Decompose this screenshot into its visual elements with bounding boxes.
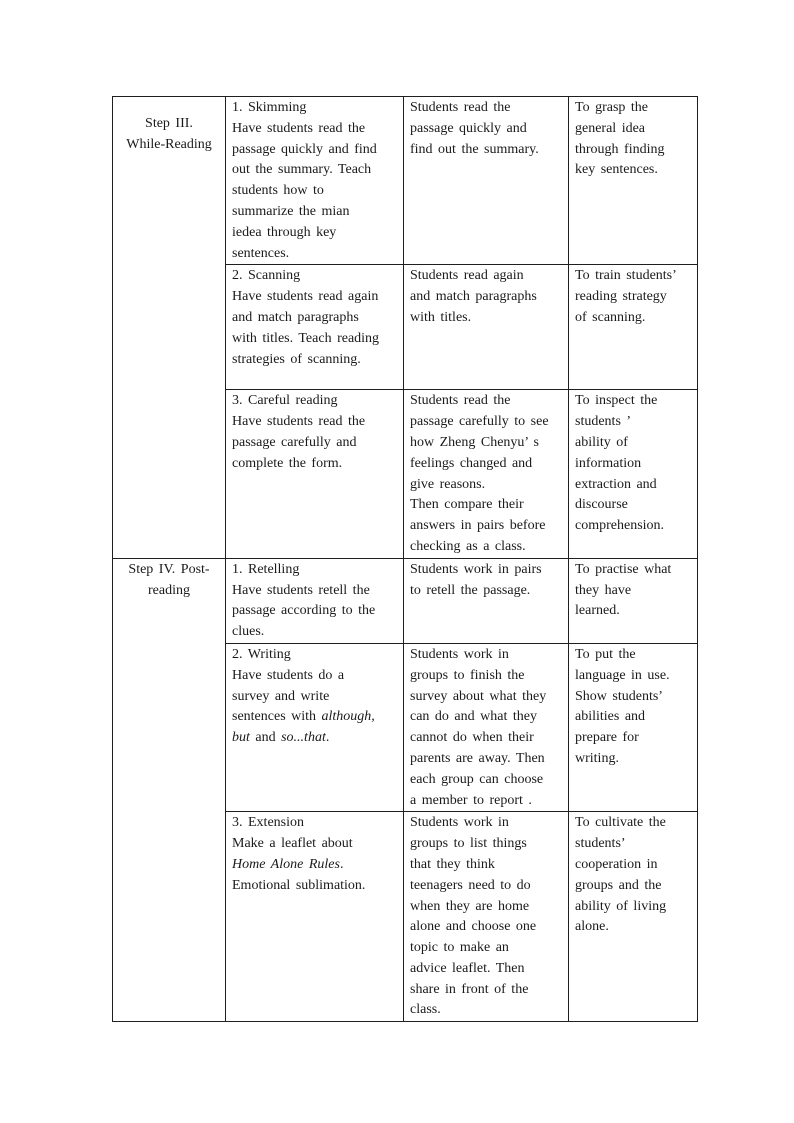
purpose-text: To grasp the <box>575 100 649 115</box>
student-text: passage quickly and <box>410 120 527 136</box>
activity-title: 1. Skimming <box>232 100 307 115</box>
activity-text: Have students read the <box>232 414 366 430</box>
student-text: alone and choose one <box>410 919 537 935</box>
student-text: Students work in <box>410 646 509 662</box>
purpose-text: reading strategy <box>575 289 667 305</box>
activity-text: passage quickly and find <box>232 141 377 157</box>
teacher-activity-cell <box>226 97 404 265</box>
purpose-text: through finding <box>575 141 665 157</box>
stage-label: Step III. <box>145 116 193 131</box>
stage-label: reading <box>148 582 190 598</box>
student-text: passage carefully to see <box>410 414 549 430</box>
student-text: Then compare their <box>410 497 524 513</box>
purpose-cell <box>569 643 698 811</box>
purpose-text: students ’ <box>575 414 632 430</box>
purpose-cell <box>569 265 698 390</box>
purpose-text: Show students’ <box>575 688 663 704</box>
student-text: parents are away. Then <box>410 750 545 766</box>
activity-text: with titles. Teach reading <box>232 330 380 346</box>
student-activity-cell <box>404 558 569 643</box>
student-text: that they think <box>410 856 495 872</box>
student-text: Students work in <box>410 815 509 831</box>
activity-text: passage according to the <box>232 603 376 619</box>
activity-text: . <box>339 856 344 872</box>
student-text: each group can choose <box>410 771 544 787</box>
activity-text: survey and write <box>232 688 330 704</box>
student-activity-cell <box>404 812 569 1022</box>
activity-text: passage carefully and <box>232 434 357 450</box>
purpose-text: information <box>575 455 642 471</box>
student-text: advice leaflet. Then <box>410 960 525 976</box>
activity-text: . <box>325 730 330 746</box>
activity-text: students how to <box>232 183 324 199</box>
student-text: when they are home <box>410 898 530 914</box>
purpose-text: To train students’ <box>575 268 677 284</box>
purpose-text: writing. <box>575 750 619 766</box>
activity-text: sentences. <box>232 245 290 261</box>
purpose-cell <box>569 390 698 558</box>
student-text: Students work in pairs <box>410 561 542 577</box>
activity-text: complete the form. <box>232 455 343 471</box>
student-text: answers in pairs before <box>410 518 546 534</box>
activity-title: 3. Extension <box>232 815 304 831</box>
student-text: checking as a class. <box>410 538 526 554</box>
teacher-activity-cell <box>226 390 404 558</box>
teacher-activity-cell <box>226 558 404 643</box>
student-text: Students read again <box>410 268 524 284</box>
table-row-retelling <box>113 558 698 643</box>
activity-text: Make a leaflet about <box>232 836 353 852</box>
stage-cell-while-reading <box>113 97 226 559</box>
student-text: groups to list things <box>410 836 527 852</box>
italic-word: but <box>232 730 250 746</box>
activity-text: Have students read the <box>232 120 366 136</box>
student-text: find out the summary. <box>410 141 539 157</box>
lesson-plan-table <box>112 96 698 1022</box>
stage-label: While-Reading <box>126 136 212 152</box>
student-activity-cell <box>404 643 569 811</box>
purpose-text: To cultivate the <box>575 815 666 831</box>
student-text: a member to report . <box>410 792 532 808</box>
activity-text: Have students read again <box>232 289 379 305</box>
activity-text: iedea through key <box>232 224 337 240</box>
purpose-text: To practise what <box>575 561 672 577</box>
table-row-skimming <box>113 97 698 265</box>
italic-title: Home Alone Rules <box>232 856 340 872</box>
stage-label: Step IV. Post- <box>128 561 210 577</box>
activity-text: summarize the mian <box>232 203 350 219</box>
stage-full-name <box>0 0 1 1</box>
activity-text-with-italics <box>232 707 397 728</box>
student-text: share in front of the <box>410 981 529 997</box>
purpose-cell <box>569 812 698 1022</box>
purpose-text: To put the <box>575 646 636 662</box>
activity-text: Have students retell the <box>232 582 370 598</box>
activity-text: sentences with <box>232 709 317 725</box>
purpose-text: ability of <box>575 434 628 450</box>
activity-title: 2. Writing <box>232 646 291 662</box>
activity-text: Have students do a <box>232 667 345 683</box>
activity-text: strategies of scanning. <box>232 351 361 367</box>
purpose-text: of scanning. <box>575 309 646 325</box>
activity-title: 2. Scanning <box>232 268 301 284</box>
activity-title: 3. Careful reading <box>232 393 338 409</box>
purpose-text: comprehension. <box>575 518 665 534</box>
purpose-text: ability of living <box>575 898 667 914</box>
activity-text: and match paragraphs <box>232 309 359 325</box>
teacher-activity-cell <box>226 643 404 811</box>
student-activity-cell <box>404 265 569 390</box>
purpose-text: learned. <box>575 603 620 619</box>
stage-cell-post-reading <box>113 558 226 1022</box>
stage-full-name <box>0 0 1 1</box>
purpose-cell <box>569 97 698 265</box>
student-text: Students read the <box>410 393 511 409</box>
student-text: survey about what they <box>410 688 547 704</box>
activity-text: clues. <box>232 624 265 640</box>
student-text: to retell the passage. <box>410 582 531 598</box>
student-text: Students read the <box>410 100 511 115</box>
activity-text-with-italics <box>232 855 397 876</box>
purpose-text: they have <box>575 582 632 598</box>
activity-text: Emotional sublimation. <box>232 877 366 893</box>
purpose-cell <box>569 558 698 643</box>
purpose-text: groups and the <box>575 877 662 893</box>
student-text: and match paragraphs <box>410 289 537 305</box>
student-text: with titles. <box>410 309 472 325</box>
purpose-text: language in use. <box>575 667 670 683</box>
italic-word: so...that <box>281 730 326 746</box>
student-text: groups to finish the <box>410 667 525 683</box>
purpose-text: key sentences. <box>575 162 658 178</box>
teacher-activity-cell <box>226 265 404 390</box>
purpose-text: To inspect the <box>575 393 658 409</box>
student-activity-cell <box>404 97 569 265</box>
purpose-text: extraction and <box>575 476 657 492</box>
purpose-text: abilities and <box>575 709 646 725</box>
purpose-text: students’ <box>575 836 626 852</box>
activity-title: 1. Retelling <box>232 561 300 577</box>
student-text: how Zheng Chenyu’ s <box>410 434 539 450</box>
purpose-text: alone. <box>575 919 609 935</box>
student-text: feelings changed and <box>410 455 533 471</box>
activity-text-with-italics <box>232 728 397 749</box>
student-text: give reasons. <box>410 476 486 492</box>
purpose-text: prepare for <box>575 730 639 746</box>
purpose-text: discourse <box>575 497 628 513</box>
student-text: cannot do when their <box>410 730 534 746</box>
student-text: class. <box>410 1002 441 1018</box>
student-activity-cell <box>404 390 569 558</box>
student-text: topic to make an <box>410 940 509 956</box>
teacher-activity-cell <box>226 812 404 1022</box>
student-text: can do and what they <box>410 709 537 725</box>
activity-text: and <box>255 730 276 746</box>
activity-text: out the summary. Teach <box>232 162 372 178</box>
italic-word: although, <box>321 709 375 725</box>
student-text: teenagers need to do <box>410 877 531 893</box>
purpose-text: general idea <box>575 120 646 136</box>
purpose-text: cooperation in <box>575 856 658 872</box>
